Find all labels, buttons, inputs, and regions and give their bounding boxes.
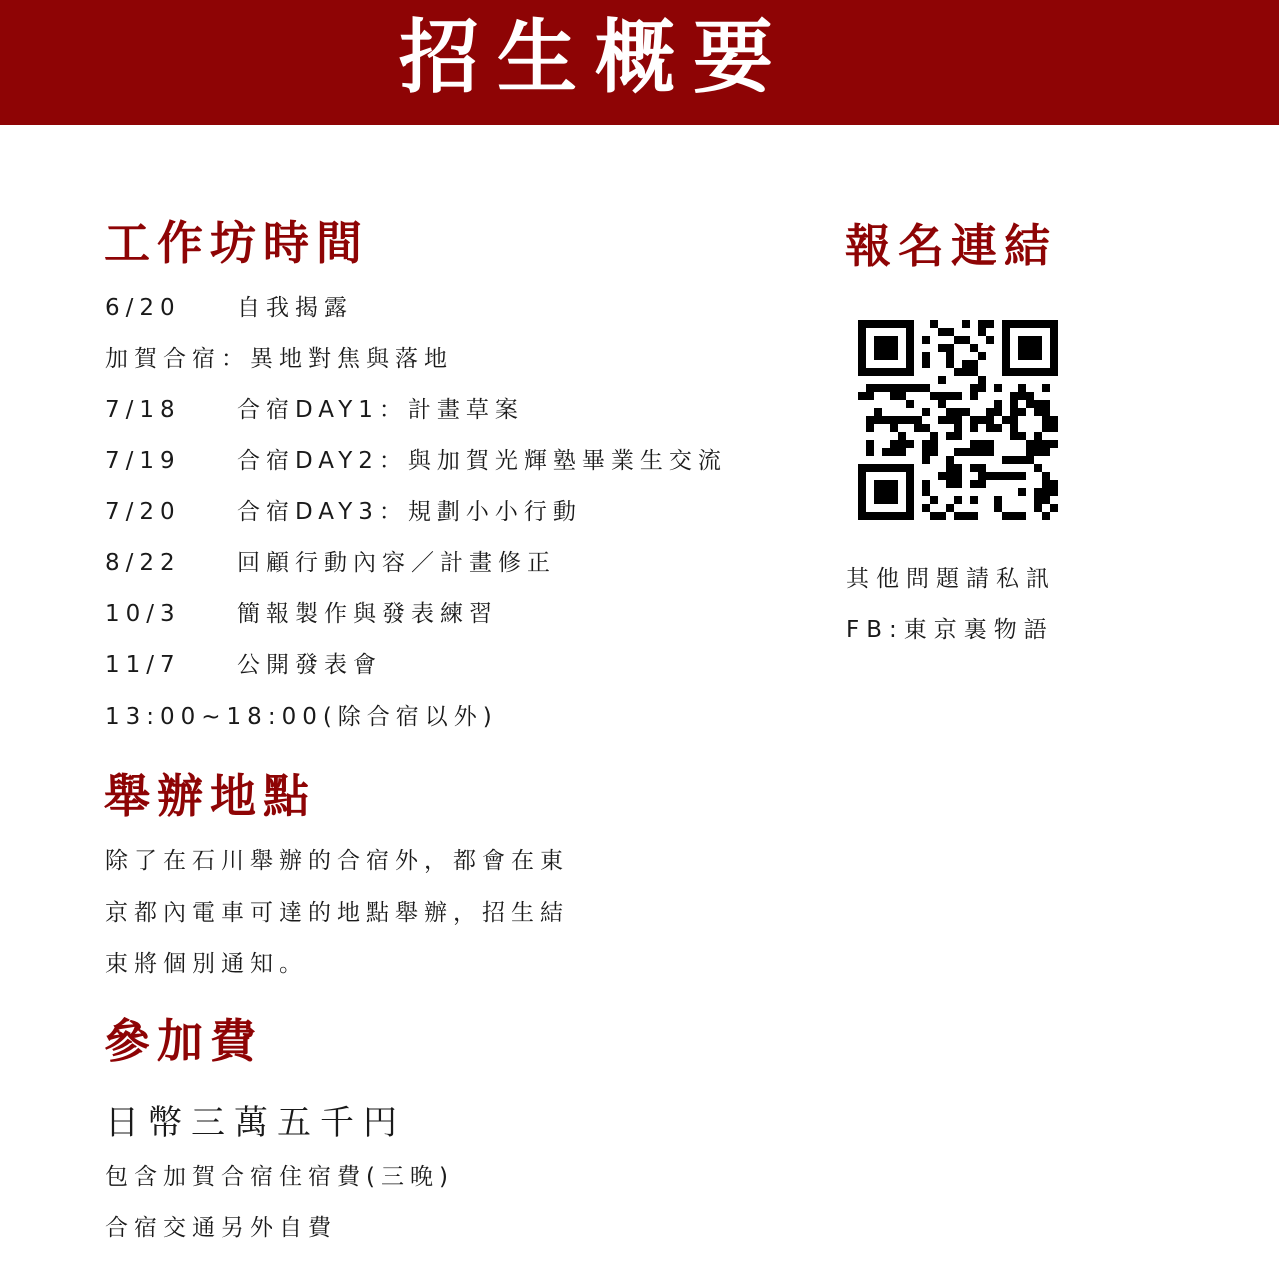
header-banner (0, 0, 1279, 125)
schedule-event: 合宿DAY2：與加賀光輝塾畢業生交流 (237, 448, 727, 474)
schedule-date: 7/20 (105, 499, 181, 525)
schedule-event: 合宿DAY1：計畫草案 (237, 397, 524, 423)
contact-line: 其他問題請私訊 (846, 566, 1056, 592)
fee-amount: 日幣三萬五千円 (105, 1103, 406, 1143)
schedule-event: 回顧行動內容／計畫修正 (237, 550, 556, 576)
schedule-date: 8/22 (105, 550, 181, 576)
schedule-date: 7/19 (105, 448, 181, 474)
schedule-date: 7/18 (105, 397, 181, 423)
venue-line: 京都內電車可達的地點舉辦，招生結 (105, 900, 569, 926)
fee-note: 包含加賀合宿住宿費(三晚) (105, 1164, 454, 1190)
schedule-event: 自我揭露 (237, 295, 353, 321)
venue-line: 除了在石川舉辦的合宿外，都會在東 (105, 848, 569, 874)
registration-heading: 報名連結 (845, 219, 1057, 273)
fee-heading: 參加費 (104, 1014, 263, 1068)
schedule-event: 簡報製作與發表練習 (237, 601, 498, 627)
fee-note: 合宿交通另外自費 (105, 1215, 337, 1241)
schedule-heading: 工作坊時間 (104, 216, 369, 270)
schedule-date: 11/7 (105, 652, 181, 678)
schedule-event: 合宿DAY3：規劃小小行動 (237, 499, 582, 525)
venue-line: 束將個別通知。 (105, 951, 308, 977)
qr-code-icon[interactable] (858, 320, 1058, 520)
page-title: 招生概要 (399, 11, 791, 104)
schedule-date: 6/20 (105, 295, 181, 321)
contact-link[interactable]: FB:東京裏物語 (846, 617, 1054, 643)
schedule-event: 公開發表會 (237, 652, 382, 678)
schedule-time-note: 13:00~18:00(除合宿以外) (105, 704, 498, 730)
venue-heading: 舉辦地點 (104, 769, 316, 823)
schedule-date: 10/3 (105, 601, 181, 627)
schedule-camp-title: 加賀合宿：異地對焦與落地 (105, 346, 453, 372)
